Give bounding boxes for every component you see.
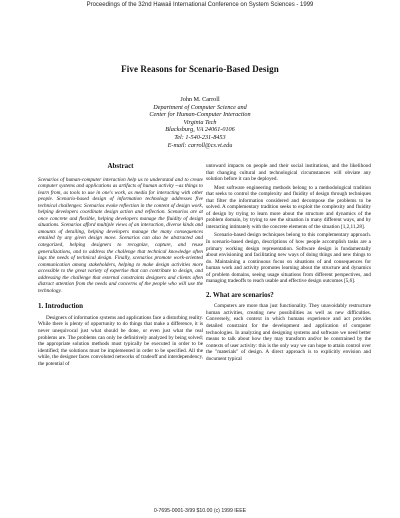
author-phone: Tel: 1-540-231-8453 <box>174 133 226 141</box>
methods-paragraph: Most software engineering methods belong to a methodological tradition that seeks to control the complexity and fluidity of design through techniques that filter the information considered and decompose the problems to be solved. A complementary tradition seeks to exploit the complexity and fluidity of design by trying to learn more about the structure and dynamics of the problem domain, by trying to see the situation in many different ways, and by interacting intimately with the concrete elements of the situation [1,2,11,28]. <box>206 184 371 230</box>
abstract-heading: Abstract <box>107 162 134 170</box>
author-email: E-mail: carroll@cs.vt.edu <box>167 141 233 149</box>
author-block <box>0 96 400 149</box>
introduction-paragraph: Designers of information systems and applications face a disturbing reality. While there is plenty of opportunity to do things that make a difference, it is never unequivocal just what should be done, or even just what the real problems are. The problems can only be definitively analyzed by being solved; the appropriate solution methods must typically be executed in order to be identified; the solutions must be implemented in order to be specified. All the while, the designer faces convoluted networks of tradeoff and interdependency, the potential of <box>38 314 203 367</box>
introduction-heading: 1. Introduction <box>38 302 83 311</box>
author-department: Department of Computer Science and <box>153 103 247 111</box>
paper-title: Five Reasons for Scenario-Based Design <box>121 64 279 74</box>
author-center: Center for Human-Computer Interaction <box>149 111 251 119</box>
footer-copyright: 0-7695-0001-3/99 $10.00 (c) 1999 IEEE <box>153 508 247 514</box>
author-address: Blacksburg, VA 24061-0106 <box>165 126 235 134</box>
right-column <box>206 163 371 362</box>
section2-paragraph: Computers are more than just functionality. They unavoidably restructure human activities, creating new possibilities as well as new difficulties. Conversely, each context in which humans experience and act provides detailed constraint for the development and application of computer technologies. In analyzing and designing systems and software we need better means to talk about how they may transform and/or be constrained by the contexts of user activity: this is the only way we can hope to attain control over the "materials" of design. A direct approach is to explicitly envision and document typical <box>206 303 371 362</box>
continuation-paragraph: untoward impacts on people and their social institutions, and the likelihood that changing cultural and technological circumstances will obviate any solution before it can be deployed. <box>206 163 371 183</box>
author-name: John M. Carroll <box>180 96 220 103</box>
section2-heading: 2. What are scenarios? <box>206 290 274 299</box>
running-header: Proceedings of the 32nd Hawaii International Conference on System Sciences - 1999 <box>86 2 314 8</box>
abstract-text: Scenarios of human-computer interaction help us to understand and to create computer systems and applications as artifacts of human activity --as things to learn from, as tools to use in one's work, as media for interacting with other people. Scenario-based design of information technology addresses five technical challenges: Scenarios evoke reflection in the content of design work, helping developers coordinate design action and reflection. Scenarios are at once concrete and flexible, helping developers manage the fluidity of design situations. Scenarios afford multiple views of an interaction, diverse kinds and amounts of detailing, helping developers manage the many consequences entailed by any given design move. Scenarios can also be abstracted and categorized, helping designers to recognize, capture, and reuse generalizations, and to address the challenge that technical knowledge often lags the needs of technical design. Finally, scenarios promote work-oriented communication among stakeholders, helping to make design activities more accessible to the great variety of expertise that can contribute to design, and addressing the challenge that external constraints designers and clients often distract attention from the needs and concerns of the people who will use the technology. <box>38 176 203 294</box>
author-university: Virginia Tech <box>183 118 217 126</box>
left-column <box>38 163 203 367</box>
scenario-design-paragraph: Scenario-based design techniques belong to this complementary approach. In scenario-based design, descriptions of how people accomplish tasks are a primary working design representation. Software design is fundamentally about envisioning and facilitating new ways of doing things and new things to do. Maintaining a continuous focus on situations of and consequences for human work and activity promotes learning about the structure and dynamics of problem domains, seeing usage situations from different perspectives, and managing tradeoffs to reach usable and effective design outcomes [5,6]. <box>206 232 371 285</box>
